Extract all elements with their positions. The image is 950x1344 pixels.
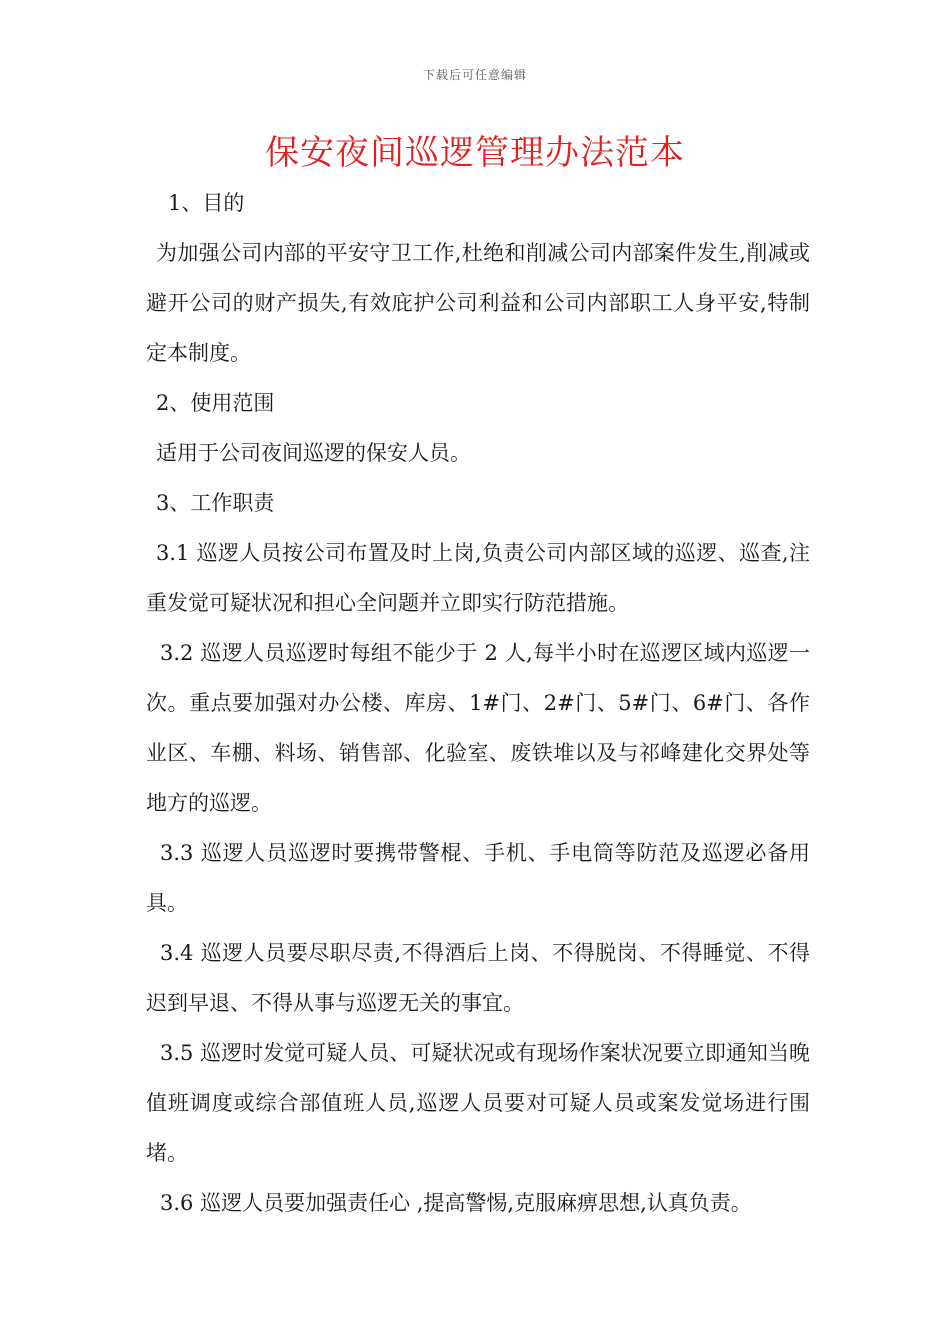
paragraph: 适用于公司夜间巡逻的保安人员。 xyxy=(156,441,471,465)
paragraph: 3.5 巡逻时发觉可疑人员、可疑状况或有现场作案状况要立即通知当晚值班调度或综合部值班人员,巡逻人员要对可疑人员或案发觉场进行围堵。 xyxy=(146,1041,810,1165)
paragraph: 为加强公司内部的平安守卫工作,杜绝和削减公司内部案件发生,削减或避开公司的财产损失,有效庇护公司利益和公司内部职工人身平安,特制定本制度。 xyxy=(146,241,810,365)
header-note: 下载后可任意编辑 xyxy=(422,68,527,82)
paragraph: 3.6 巡逻人员要加强责任心 ,提高警惕,克服麻痹思想,认真负责。 xyxy=(160,1191,752,1215)
paragraph: 3.4 巡逻人员要尽职尽责,不得酒后上岗、不得脱岗、不得睡觉、不得迟到早退、不得从事与巡逻无关的事宜。 xyxy=(146,941,810,1015)
document-body xyxy=(146,178,810,1228)
paragraph: 1、目的 xyxy=(168,191,245,215)
paragraph: 3.1 巡逻人员按公司布置及时上岗,负责公司内部区域的巡逻、巡查,注重发觉可疑状况和担心全问题并立即实行防范措施。 xyxy=(146,541,810,615)
paragraph: 2、使用范围 xyxy=(156,391,275,415)
document-title: 保安夜间巡逻管理办法范本 xyxy=(265,133,685,173)
paragraph: 3、工作职责 xyxy=(156,491,275,515)
paragraph: 3.2 巡逻人员巡逻时每组不能少于 2 人,每半小时在巡逻区域内巡逻一次。重点要加强对办公楼、库房、1#门、2#门、5#门、6#门、各作业区、车棚、料场、销售部、化验室、废铁堆以及与祁峰建化交界处等地方的巡逻。 xyxy=(146,641,810,815)
paragraph: 3.3 巡逻人员巡逻时要携带警棍、手机、手电筒等防范及巡逻必备用具。 xyxy=(146,841,810,915)
